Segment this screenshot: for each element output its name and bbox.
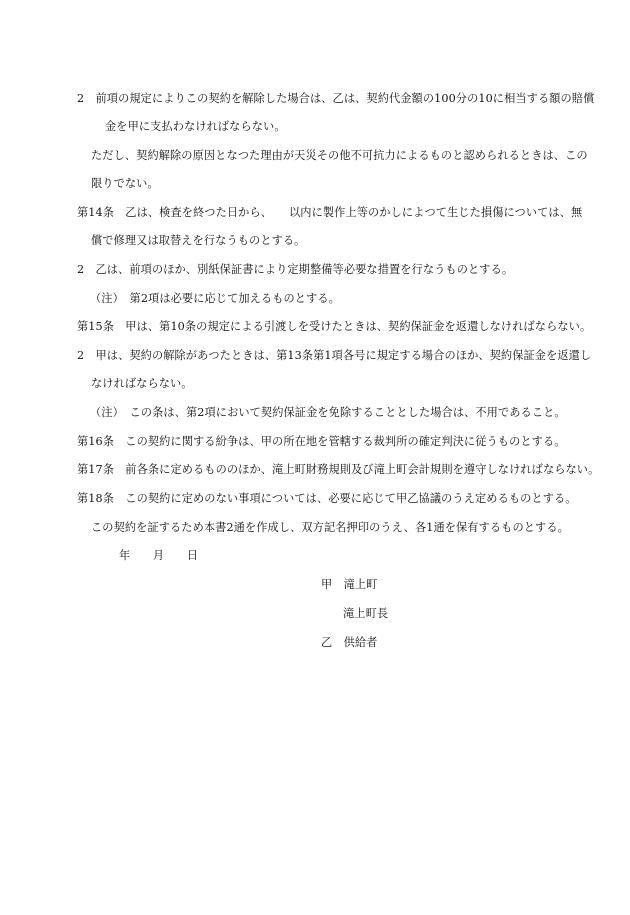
party-a-line: 甲 滝上町 [321,578,378,591]
article-14-note: （注） 第2項は必要に応じて加えるものとする。 [90,292,340,305]
article-15-note: （注） この条は、第2項において契約保証金を免除することとした場合は、不用であること。 [90,406,566,419]
article-14-paragraph-2: 2 乙は、前項のほか、別紙保証書により定期整備等必要な措置を行なうものとする。 [77,263,514,276]
proviso-line-1: ただし、契約解除の原因となつた理由が天災その他不可抗力によるものと認められるときは、この [91,149,588,162]
article-16: 第16条 この契約に関する紛争は、甲の所在地を管轄する裁判所の確定判決に従うものとする。 [77,435,566,448]
article-18: 第18条 この契約に定めのない事項については、必要に応じて甲乙協議のうえ定めるものとする。 [77,492,577,505]
article-14-line-1: 第14条 乙は、検査を終つた日から、 以内に製作上等のかしによつて生じた損傷については、無 [77,206,583,219]
party-b-line: 乙 供給者 [321,636,378,649]
closing-statement: この契約を証するため本書2通を作成し、双方記名押印のうえ、各1通を保有するものとする。 [91,521,569,534]
clause-13-paragraph-2-line-2: 金を甲に支払わなければならない。 [105,120,286,133]
proviso-line-2: 限りでない。 [91,177,159,190]
article-15-paragraph-2-line-2: なければならない。 [91,377,193,390]
party-a-representative: 滝上町長 [343,607,389,620]
article-15-line-1: 第15条 甲は、第10条の規定による引渡しを受けたときは、契約保証金を返還しなければならない。 [77,320,592,333]
date-line: 年 月 日 [119,549,199,562]
article-14-line-2: 償で修理又は取替えを行なうものとする。 [91,234,306,247]
clause-13-paragraph-2-line-1: 2 前項の規定によりこの契約を解除した場合は、乙は、契約代金額の100分の10に相当する額の賠償 [77,92,595,105]
article-15-paragraph-2-line-1: 2 甲は、契約の解除があつたときは、第13条第1項各号に規定する場合のほか、契約保証金を返還し [77,349,592,362]
article-17: 第17条 前各条に定めるもののほか、滝上町財務規則及び滝上町会計規則を遵守しなければならない。 [77,463,600,476]
